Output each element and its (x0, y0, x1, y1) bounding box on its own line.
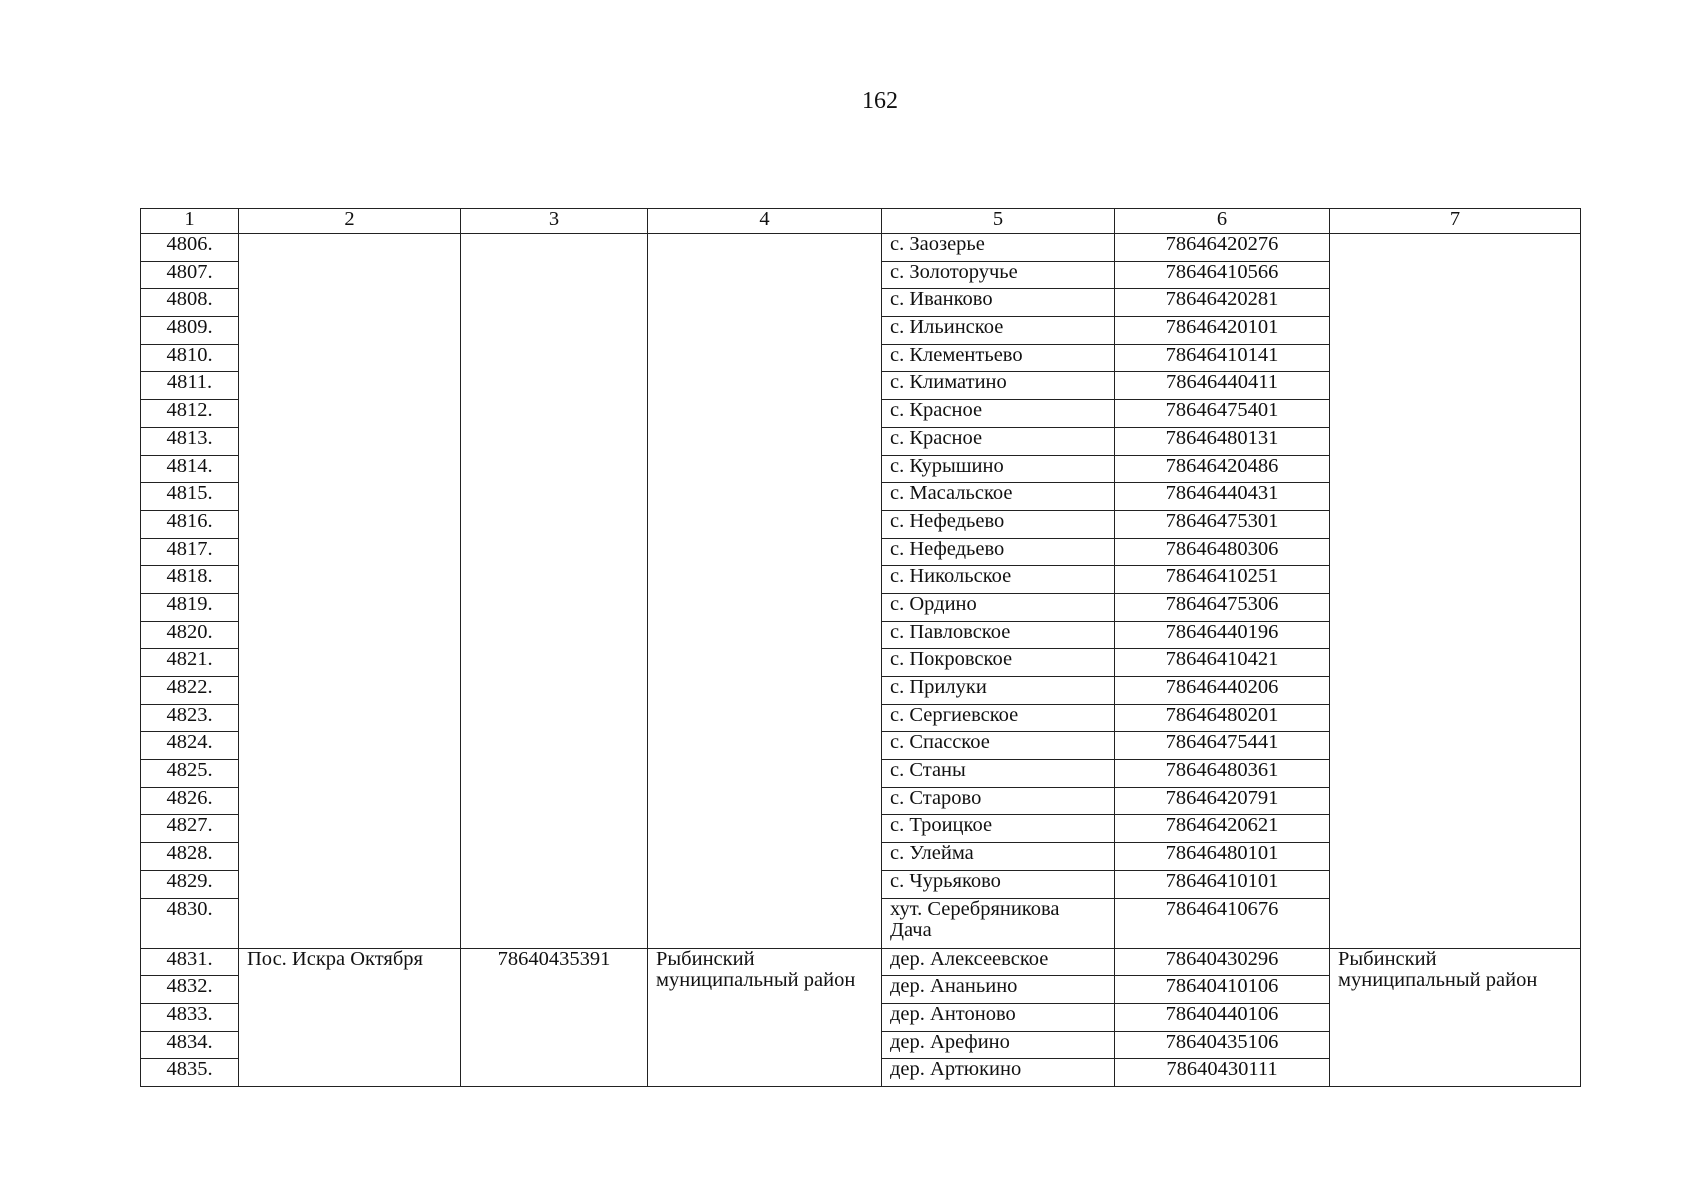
settlement-code: 78646475401 (1115, 400, 1330, 428)
row-number: 4829. (141, 870, 239, 898)
settlement-name: дер. Алексеевское (882, 948, 1115, 976)
row-number: 4810. (141, 344, 239, 372)
table-row (141, 948, 1581, 976)
row-number: 4817. (141, 538, 239, 566)
col-header-2: 2 (239, 209, 461, 234)
settlement-name: с. Прилуки (882, 677, 1115, 705)
row-number: 4834. (141, 1031, 239, 1059)
settlement-code: 78646410141 (1115, 344, 1330, 372)
settlement-code: 78646420791 (1115, 787, 1330, 815)
row-number: 4835. (141, 1059, 239, 1087)
row-number: 4808. (141, 289, 239, 317)
settlement-code: 78646440206 (1115, 677, 1330, 705)
row-number: 4813. (141, 427, 239, 455)
settlement-code: 78646480101 (1115, 843, 1330, 871)
row-number: 4816. (141, 510, 239, 538)
center-code: 78640435391 (461, 948, 648, 1086)
settlement-code: 78646475301 (1115, 510, 1330, 538)
col-header-1: 1 (141, 209, 239, 234)
row-number: 4811. (141, 372, 239, 400)
district-name: Рыбинский муниципальный район (648, 948, 882, 1086)
row-number: 4820. (141, 621, 239, 649)
row-number: 4823. (141, 704, 239, 732)
row-number: 4807. (141, 261, 239, 289)
settlement-code: 78646480361 (1115, 760, 1330, 788)
settlement-code: 78646410101 (1115, 870, 1330, 898)
settlement-code: 78646420621 (1115, 815, 1330, 843)
row-number: 4819. (141, 593, 239, 621)
settlement-name: дер. Артюкино (882, 1059, 1115, 1087)
settlement-code: 78640410106 (1115, 976, 1330, 1004)
row-number: 4809. (141, 317, 239, 345)
settlement-code: 78646420281 (1115, 289, 1330, 317)
settlement-name: с. Чурьяково (882, 870, 1115, 898)
row-number: 4818. (141, 566, 239, 594)
settlement-code: 78646410566 (1115, 261, 1330, 289)
settlement-code: 78646480131 (1115, 427, 1330, 455)
settlement-code: 78646480201 (1115, 704, 1330, 732)
settlement-name: с. Нефедьево (882, 538, 1115, 566)
col-header-4: 4 (648, 209, 882, 234)
settlement-code: 78646440431 (1115, 483, 1330, 511)
table-row (141, 234, 1581, 262)
settlements-table (140, 208, 1581, 1087)
settlement-code: 78646480306 (1115, 538, 1330, 566)
header-row (141, 209, 1581, 234)
district-cell-empty (648, 234, 882, 949)
settlement-name: с. Павловское (882, 621, 1115, 649)
settlement-name: с. Заозерье (882, 234, 1115, 262)
settlement-code: 78646440411 (1115, 372, 1330, 400)
settlement-name: с. Троицкое (882, 815, 1115, 843)
settlement-code: 78646410251 (1115, 566, 1330, 594)
settlement-code: 78646475441 (1115, 732, 1330, 760)
settlement-name: с. Покровское (882, 649, 1115, 677)
settlement-name: дер. Арефино (882, 1031, 1115, 1059)
settlement-name: с. Никольское (882, 566, 1115, 594)
settlement-name: с. Иванково (882, 289, 1115, 317)
center-name: Пос. Искра Октября (239, 948, 461, 1086)
page-number: 162 (862, 88, 898, 114)
center-cell-empty (239, 234, 461, 949)
col-header-6: 6 (1115, 209, 1330, 234)
settlement-name: дер. Антоново (882, 1003, 1115, 1031)
settlement-code: 78640430111 (1115, 1059, 1330, 1087)
row-number: 4828. (141, 843, 239, 871)
col-header-3: 3 (461, 209, 648, 234)
col-header-7: 7 (1330, 209, 1581, 234)
settlement-name: с. Станы (882, 760, 1115, 788)
settlement-code: 78640435106 (1115, 1031, 1330, 1059)
row-number: 4830. (141, 898, 239, 948)
settlement-code: 78646420276 (1115, 234, 1330, 262)
settlement-name: с. Золоторучье (882, 261, 1115, 289)
settlement-name: с. Старово (882, 787, 1115, 815)
settlement-name: с. Масальское (882, 483, 1115, 511)
settlement-name: с. Климатино (882, 372, 1115, 400)
settlement-name: с. Ильинское (882, 317, 1115, 345)
settlement-code: 78646420486 (1115, 455, 1330, 483)
col-header-5: 5 (882, 209, 1115, 234)
row-number: 4821. (141, 649, 239, 677)
row-number: 4826. (141, 787, 239, 815)
settlement-name: с. Ордино (882, 593, 1115, 621)
settlement-name: с. Спасское (882, 732, 1115, 760)
row-number: 4825. (141, 760, 239, 788)
center-code-cell-empty (461, 234, 648, 949)
settlement-name: с. Курышино (882, 455, 1115, 483)
settlement-name: дер. Ананьино (882, 976, 1115, 1004)
row-number: 4814. (141, 455, 239, 483)
settlement-code: 78640430296 (1115, 948, 1330, 976)
district-name-col7: Рыбинский муниципальный район (1330, 948, 1581, 1086)
settlement-name: с. Красное (882, 400, 1115, 428)
settlement-code: 78646420101 (1115, 317, 1330, 345)
row-number: 4815. (141, 483, 239, 511)
settlement-code: 78646410421 (1115, 649, 1330, 677)
row-number: 4806. (141, 234, 239, 262)
district-col7-empty (1330, 234, 1581, 949)
settlement-code: 78646440196 (1115, 621, 1330, 649)
settlement-name: с. Улейма (882, 843, 1115, 871)
settlement-name: с. Сергиевское (882, 704, 1115, 732)
row-number: 4824. (141, 732, 239, 760)
settlement-code: 78646410676 (1115, 898, 1330, 948)
row-number: 4832. (141, 976, 239, 1004)
row-number: 4827. (141, 815, 239, 843)
settlement-name: хут. Серебряникова Дача (882, 898, 1115, 948)
settlement-name: с. Нефедьево (882, 510, 1115, 538)
row-number: 4831. (141, 948, 239, 976)
row-number: 4812. (141, 400, 239, 428)
settlement-name: с. Красное (882, 427, 1115, 455)
row-number: 4822. (141, 677, 239, 705)
settlement-name: с. Клементьево (882, 344, 1115, 372)
row-number: 4833. (141, 1003, 239, 1031)
settlement-code: 78640440106 (1115, 1003, 1330, 1031)
settlement-code: 78646475306 (1115, 593, 1330, 621)
